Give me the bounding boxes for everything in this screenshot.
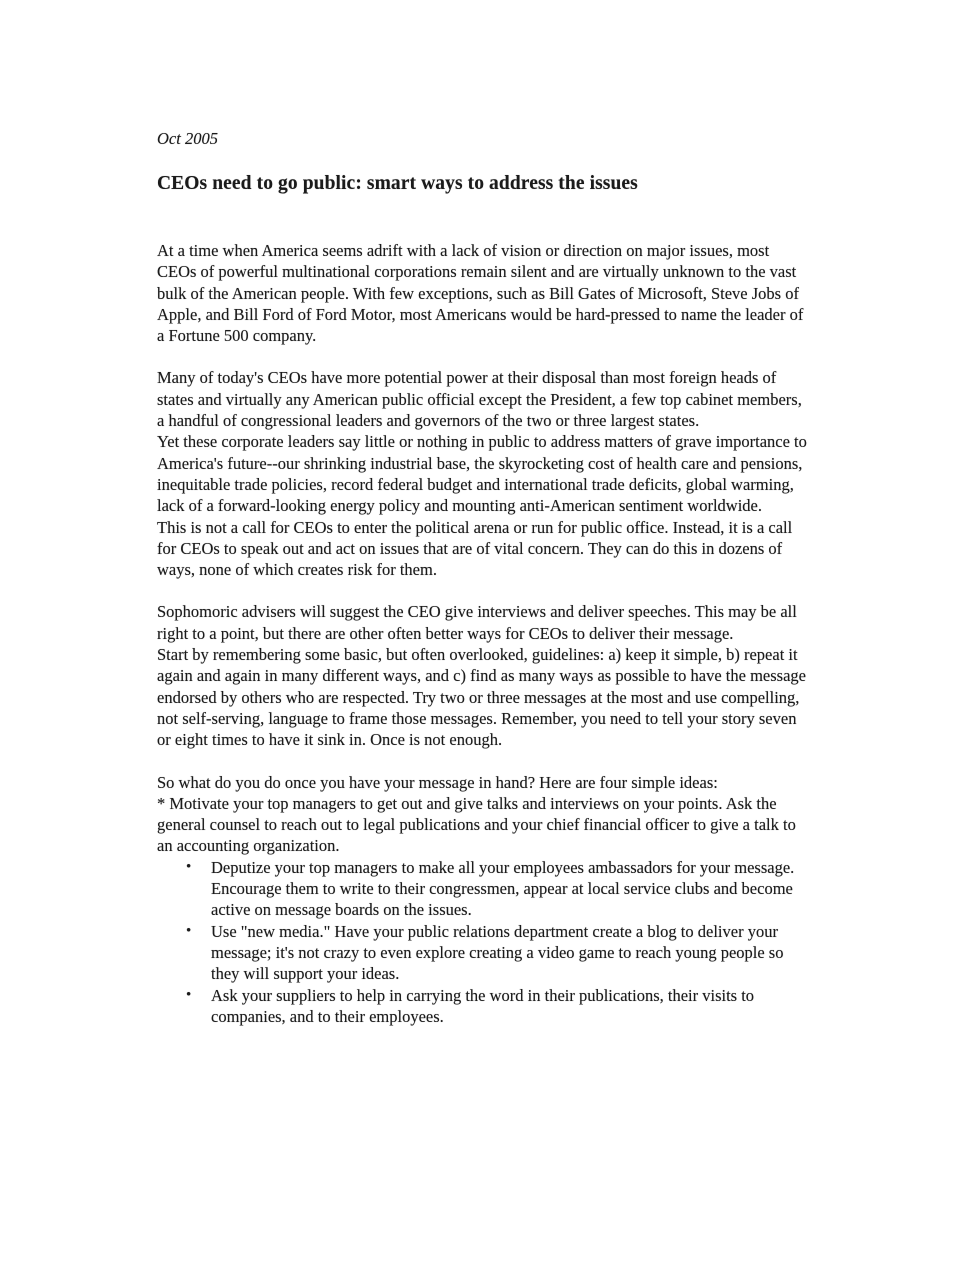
document-content (157, 128, 809, 1027)
bullet-list (157, 857, 809, 1027)
paragraph-group-intro (157, 240, 809, 346)
dateline: Oct 2005 (157, 129, 218, 148)
list-item: • Ask your suppliers to help in carrying the word in their publications, their visits to companies, and to their employees. (211, 985, 807, 1028)
page-title: CEOs need to go public: smart ways to address the issues (157, 173, 638, 194)
paragraph-motivate: * Motivate your top managers to get out and give talks and interviews on your points. Ask the general counsel to reach out to legal publications and your chief financial officer to give a talk to an accounting organization. (157, 793, 796, 856)
list-item: • Use "new media." Have your public relations department create a blog to deliver your message; it's not crazy to even explore creating a video game to reach young people so they will support your ideas. (211, 921, 807, 985)
paragraph-yet: Yet these corporate leaders say little or nothing in public to address matters of grave importance to America's future--our shrinking industrial base, the skyrocketing cost of health care and pensions, inequitable trade policies, record federal budget and international trade deficits, global warming, lack of a forward-looking energy policy and mounting anti-American sentiment worldwide. (157, 432, 807, 516)
list-item: • Deputize your top managers to make all your employees ambassadors for your message. Encourage them to write to their congressmen, appear at local service clubs and become active on message boards on the issues. (211, 857, 807, 921)
paragraph-group-advice (157, 601, 809, 750)
paragraph-intro: At a time when America seems adrift with a lack of vision or direction on major issues, most CEOs of powerful multinational corporations remain silent and are virtually unknown to the vast bulk of the American people. With few exceptions, such as Bill Gates of Microsoft, Steve Jobs of Apple, and Bill Ford of Ford Motor, most Americans would be hard-pressed to name the leader of a Fortune 500 company. (157, 241, 804, 346)
paragraph-start-by: Start by remembering some basic, but often overlooked, guidelines: a) keep it simple, b) repeat it again and again in many different ways, and c) find as many ways as possible to have the message endorsed by others who are respected. Try two or three messages at the most and use compelling, not self-serving, language to frame those messages. Remember, you need to tell your story seven or eight times to have it sink in. Once is not enough. (157, 645, 806, 750)
paragraph-group-power (157, 367, 809, 580)
paragraph-group-ideas (157, 772, 809, 1028)
paragraph-so-what: So what do you do once you have your message in hand? Here are four simple ideas: (157, 772, 718, 792)
paragraph-not-a-call: This is not a call for CEOs to enter the political arena or run for public office. Instead, it is a call for CEOs to speak out and act on issues that are of vital concern. They can do this in dozens of ways, none of which creates risk for them. (157, 517, 793, 580)
paragraph-power: Many of today's CEOs have more potential power at their disposal than most foreign heads of states and virtually any American public official except the President, a few top cabinet members, a handful of congressional leaders and governors of the two or three largest states. (157, 368, 802, 431)
paragraph-sophomoric: Sophomoric advisers will suggest the CEO give interviews and deliver speeches. This may be all right to a point, but there are other often better ways for CEOs to deliver their message. (157, 602, 797, 643)
